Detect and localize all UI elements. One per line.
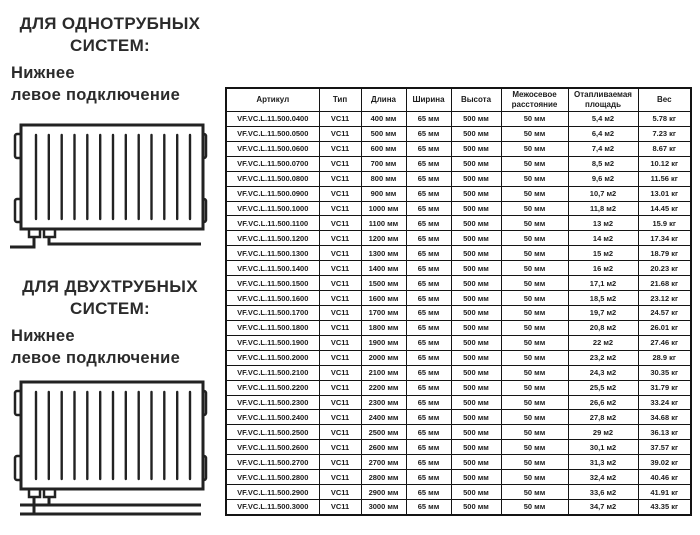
table-cell: 50 мм (501, 186, 568, 201)
table-cell: VC11 (319, 276, 361, 291)
table-cell: VC11 (319, 320, 361, 335)
heading-line: СИСТЕМ: (70, 36, 150, 56)
table-cell: 22 м2 (568, 335, 638, 350)
subheading-line: Нижнее (11, 64, 75, 82)
table-cell: VC11 (319, 231, 361, 246)
table-cell: VF.VC.L.11.500.1500 (226, 276, 319, 291)
table-row (226, 350, 691, 365)
table-cell: 400 мм (361, 112, 406, 127)
table-cell: 500 мм (451, 156, 501, 171)
table-cell: 500 мм (451, 231, 501, 246)
table-row (226, 320, 691, 335)
table-cell: 16 м2 (568, 261, 638, 276)
table-cell: VF.VC.L.11.500.1700 (226, 305, 319, 320)
table-cell: 26,6 м2 (568, 395, 638, 410)
col-header-width: Ширина (406, 88, 451, 112)
table-cell: VC11 (319, 455, 361, 470)
table-cell: 500 мм (451, 141, 501, 156)
table-cell: 65 мм (406, 365, 451, 380)
table-row (226, 126, 691, 141)
table-cell: VF.VC.L.11.500.0900 (226, 186, 319, 201)
table-cell: 65 мм (406, 246, 451, 261)
table-cell: 65 мм (406, 305, 451, 320)
table-cell: 500 мм (361, 126, 406, 141)
table-cell: 17.34 кг (638, 231, 691, 246)
table-row (226, 470, 691, 485)
heading-line: ДЛЯ ДВУХТРУБНЫХ (22, 277, 198, 296)
table-cell: 50 мм (501, 246, 568, 261)
radiator-spec-table (225, 87, 692, 516)
table-cell: 50 мм (501, 455, 568, 470)
table-cell: VF.VC.L.11.500.1100 (226, 216, 319, 231)
table-cell: 6,4 м2 (568, 126, 638, 141)
table-cell: 50 мм (501, 231, 568, 246)
table-cell: 30.35 кг (638, 365, 691, 380)
radiator-two-pipe-icon (8, 376, 213, 526)
table-cell: 500 мм (451, 335, 501, 350)
table-cell: VF.VC.L.11.500.3000 (226, 499, 319, 515)
table-row (226, 365, 691, 380)
table-cell: VC11 (319, 410, 361, 425)
subheading-line: Нижнее (11, 327, 75, 345)
table-cell: 11.56 кг (638, 171, 691, 186)
col-header-weight: Вес (638, 88, 691, 112)
table-cell: 65 мм (406, 141, 451, 156)
table-cell: 2700 мм (361, 455, 406, 470)
table-cell: 500 мм (451, 350, 501, 365)
table-cell: VC11 (319, 126, 361, 141)
table-row (226, 186, 691, 201)
table-cell: 14 м2 (568, 231, 638, 246)
table-cell: VC11 (319, 485, 361, 500)
table-cell: 20,8 м2 (568, 320, 638, 335)
table-cell: VF.VC.L.11.500.1800 (226, 320, 319, 335)
table-cell: 1600 мм (361, 291, 406, 306)
subheading-line: левое подключение (11, 348, 181, 367)
table-cell: 30,1 м2 (568, 440, 638, 455)
table-header-row (226, 88, 691, 112)
table-row (226, 216, 691, 231)
table-cell: 50 мм (501, 380, 568, 395)
table-cell: 50 мм (501, 470, 568, 485)
table-cell: VF.VC.L.11.500.2900 (226, 485, 319, 500)
table-cell: VC11 (319, 365, 361, 380)
table-row (226, 261, 691, 276)
table-row (226, 291, 691, 306)
table-cell: 65 мм (406, 350, 451, 365)
table-cell: 13 м2 (568, 216, 638, 231)
table-cell: 500 мм (451, 440, 501, 455)
table-cell: VF.VC.L.11.500.0600 (226, 141, 319, 156)
table-cell: 50 мм (501, 425, 568, 440)
table-cell: 50 мм (501, 320, 568, 335)
table-cell: 50 мм (501, 291, 568, 306)
table-cell: 500 мм (451, 410, 501, 425)
table-cell: 50 мм (501, 410, 568, 425)
col-header-axial-distance: Межосевое расстояние (501, 88, 568, 112)
table-cell: VC11 (319, 380, 361, 395)
table-cell: 500 мм (451, 201, 501, 216)
table-cell: 19,7 м2 (568, 305, 638, 320)
table-cell: VC11 (319, 305, 361, 320)
table-cell: 50 мм (501, 485, 568, 500)
table-row (226, 455, 691, 470)
table-cell: 65 мм (406, 470, 451, 485)
table-cell: 31,3 м2 (568, 455, 638, 470)
table-cell: 50 мм (501, 440, 568, 455)
table-cell: 27,8 м2 (568, 410, 638, 425)
table-cell: VF.VC.L.11.500.1600 (226, 291, 319, 306)
table-cell: 65 мм (406, 455, 451, 470)
table-cell: 50 мм (501, 499, 568, 515)
table-body (226, 112, 691, 516)
table-cell: 1700 мм (361, 305, 406, 320)
table-cell: 24.57 кг (638, 305, 691, 320)
table-cell: 65 мм (406, 335, 451, 350)
table-cell: 600 мм (361, 141, 406, 156)
table-cell: 10.12 кг (638, 156, 691, 171)
table-row (226, 485, 691, 500)
table-cell: VF.VC.L.11.500.0400 (226, 112, 319, 127)
table-cell: 1000 мм (361, 201, 406, 216)
table-row (226, 201, 691, 216)
table-cell: 41.91 кг (638, 485, 691, 500)
table-cell: 21.68 кг (638, 276, 691, 291)
heading-single-pipe-systems (6, 13, 214, 58)
col-header-type: Тип (319, 88, 361, 112)
table-cell: 65 мм (406, 126, 451, 141)
table-cell: 23.12 кг (638, 291, 691, 306)
table-cell: 29 м2 (568, 425, 638, 440)
table-cell: 65 мм (406, 231, 451, 246)
table-cell: VF.VC.L.11.500.2300 (226, 395, 319, 410)
table-cell: 8.67 кг (638, 141, 691, 156)
table-cell: 800 мм (361, 171, 406, 186)
table-cell: 39.02 кг (638, 455, 691, 470)
table-cell: 500 мм (451, 499, 501, 515)
table-cell: 3000 мм (361, 499, 406, 515)
table-cell: 27.46 кг (638, 335, 691, 350)
table-cell: 2100 мм (361, 365, 406, 380)
table-cell: 500 мм (451, 126, 501, 141)
table-cell: 10,7 м2 (568, 186, 638, 201)
table-row (226, 141, 691, 156)
table-cell: 2800 мм (361, 470, 406, 485)
table-row (226, 171, 691, 186)
table-cell: 50 мм (501, 276, 568, 291)
table-cell: 2200 мм (361, 380, 406, 395)
table-cell: 65 мм (406, 112, 451, 127)
table-cell: 500 мм (451, 186, 501, 201)
table-cell: 26.01 кг (638, 320, 691, 335)
heading-two-pipe-systems (6, 276, 214, 321)
table-cell: 37.57 кг (638, 440, 691, 455)
col-header-length: Длина (361, 88, 406, 112)
table-cell: 2400 мм (361, 410, 406, 425)
table-cell: 33.24 кг (638, 395, 691, 410)
table-cell: 65 мм (406, 171, 451, 186)
table-cell: 25,5 м2 (568, 380, 638, 395)
table-cell: 50 мм (501, 171, 568, 186)
subheading-bottom-left-connection-1 (11, 63, 215, 107)
table-cell: 9,6 м2 (568, 171, 638, 186)
table-cell: 2600 мм (361, 440, 406, 455)
table-cell: VC11 (319, 246, 361, 261)
heading-line: ДЛЯ ОДНОТРУБНЫХ (19, 14, 201, 33)
table-cell: 500 мм (451, 276, 501, 291)
table-cell: 65 мм (406, 395, 451, 410)
table-cell: 40.46 кг (638, 470, 691, 485)
table-cell: 1500 мм (361, 276, 406, 291)
table-cell: VF.VC.L.11.500.0700 (226, 156, 319, 171)
table-cell: 65 мм (406, 216, 451, 231)
table-cell: 32,4 м2 (568, 470, 638, 485)
table-cell: 24,3 м2 (568, 365, 638, 380)
table-cell: 14.45 кг (638, 201, 691, 216)
table-cell: VC11 (319, 425, 361, 440)
table-cell: 65 мм (406, 291, 451, 306)
table-cell: 36.13 кг (638, 425, 691, 440)
table-cell: 18.79 кг (638, 246, 691, 261)
table-cell: 500 мм (451, 305, 501, 320)
table-cell: VF.VC.L.11.500.2200 (226, 380, 319, 395)
table-row (226, 231, 691, 246)
table-cell: VC11 (319, 171, 361, 186)
table-cell: VF.VC.L.11.500.2000 (226, 350, 319, 365)
table-row (226, 410, 691, 425)
table-cell: 500 мм (451, 425, 501, 440)
table-cell: 50 мм (501, 395, 568, 410)
table-cell: VF.VC.L.11.500.0800 (226, 171, 319, 186)
table-row (226, 440, 691, 455)
table-cell: 65 мм (406, 261, 451, 276)
col-header-article: Артикул (226, 88, 319, 112)
table-cell: 50 мм (501, 305, 568, 320)
table-cell: 2000 мм (361, 350, 406, 365)
table-cell: 15.9 кг (638, 216, 691, 231)
table-cell: 50 мм (501, 350, 568, 365)
table-cell: 50 мм (501, 365, 568, 380)
table-cell: 65 мм (406, 201, 451, 216)
table-row (226, 276, 691, 291)
table-cell: VF.VC.L.11.500.2600 (226, 440, 319, 455)
table-cell: VC11 (319, 335, 361, 350)
table-row (226, 380, 691, 395)
table-cell: 50 мм (501, 141, 568, 156)
table-cell: 700 мм (361, 156, 406, 171)
table-cell: 7,4 м2 (568, 141, 638, 156)
col-header-height: Высота (451, 88, 501, 112)
table-cell: 7.23 кг (638, 126, 691, 141)
table-cell: 65 мм (406, 440, 451, 455)
table-row (226, 305, 691, 320)
table-cell: 1800 мм (361, 320, 406, 335)
subheading-line: левое подключение (11, 85, 181, 104)
table-cell: 50 мм (501, 126, 568, 141)
table-row (226, 499, 691, 515)
table-cell: 34,7 м2 (568, 499, 638, 515)
table-cell: 65 мм (406, 186, 451, 201)
table-cell: 50 мм (501, 216, 568, 231)
table-cell: 1400 мм (361, 261, 406, 276)
table-cell: 500 мм (451, 216, 501, 231)
table-cell: VF.VC.L.11.500.1000 (226, 201, 319, 216)
table-cell: 500 мм (451, 485, 501, 500)
table-cell: 500 мм (451, 320, 501, 335)
subheading-bottom-left-connection-2 (11, 326, 215, 370)
table-cell: VC11 (319, 440, 361, 455)
table-cell: VF.VC.L.11.500.2800 (226, 470, 319, 485)
table-cell: 17,1 м2 (568, 276, 638, 291)
table-cell: VC11 (319, 350, 361, 365)
table-cell: 65 мм (406, 380, 451, 395)
table-cell: 2300 мм (361, 395, 406, 410)
table-cell: 500 мм (451, 291, 501, 306)
table-cell: 20.23 кг (638, 261, 691, 276)
heading-line: СИСТЕМ: (70, 299, 150, 319)
table-cell: 50 мм (501, 156, 568, 171)
table-cell: 5,4 м2 (568, 112, 638, 127)
table-cell: 34.68 кг (638, 410, 691, 425)
table-cell: VC11 (319, 499, 361, 515)
table-cell: 500 мм (451, 246, 501, 261)
table-cell: 500 мм (451, 261, 501, 276)
table-row (226, 395, 691, 410)
table-row (226, 112, 691, 127)
table-cell: VC11 (319, 261, 361, 276)
table-cell: 500 мм (451, 455, 501, 470)
table-cell: 500 мм (451, 395, 501, 410)
table-cell: VF.VC.L.11.500.2400 (226, 410, 319, 425)
table-cell: 1200 мм (361, 231, 406, 246)
table-cell: VC11 (319, 156, 361, 171)
table-cell: 8,5 м2 (568, 156, 638, 171)
table-cell: 13.01 кг (638, 186, 691, 201)
table-cell: 2900 мм (361, 485, 406, 500)
table-cell: 1900 мм (361, 335, 406, 350)
table-cell: 18,5 м2 (568, 291, 638, 306)
table-cell: VF.VC.L.11.500.1300 (226, 246, 319, 261)
table-cell: 31.79 кг (638, 380, 691, 395)
table-cell: 500 мм (451, 112, 501, 127)
table-cell: 33,6 м2 (568, 485, 638, 500)
table-cell: 2500 мм (361, 425, 406, 440)
table-cell: 28.9 кг (638, 350, 691, 365)
table-cell: VC11 (319, 141, 361, 156)
table-cell: 500 мм (451, 171, 501, 186)
table-cell: VC11 (319, 291, 361, 306)
single-pipe-radiator-diagram (8, 114, 213, 254)
table-cell: 65 мм (406, 276, 451, 291)
table-cell: VC11 (319, 186, 361, 201)
table-cell: 50 мм (501, 112, 568, 127)
table-cell: VC11 (319, 201, 361, 216)
table-cell: 43.35 кг (638, 499, 691, 515)
table-cell: 500 мм (451, 380, 501, 395)
table-cell: 23,2 м2 (568, 350, 638, 365)
table-cell: 500 мм (451, 470, 501, 485)
table-cell: VF.VC.L.11.500.1200 (226, 231, 319, 246)
table-row (226, 156, 691, 171)
two-pipe-radiator-diagram (8, 376, 213, 526)
table-cell: 65 мм (406, 425, 451, 440)
table-cell: 65 мм (406, 499, 451, 515)
radiator-single-pipe-icon (8, 114, 213, 254)
table-cell: VF.VC.L.11.500.0500 (226, 126, 319, 141)
table-cell: 500 мм (451, 365, 501, 380)
table-row (226, 246, 691, 261)
table-cell: 900 мм (361, 186, 406, 201)
table-cell: VF.VC.L.11.500.1900 (226, 335, 319, 350)
table-cell: VC11 (319, 216, 361, 231)
table-row (226, 425, 691, 440)
table-cell: 50 мм (501, 201, 568, 216)
table-cell: VF.VC.L.11.500.2100 (226, 365, 319, 380)
table-cell: 65 мм (406, 410, 451, 425)
table-cell: VC11 (319, 395, 361, 410)
table-cell: 50 мм (501, 261, 568, 276)
table-cell: 1100 мм (361, 216, 406, 231)
table-cell: 11,8 м2 (568, 201, 638, 216)
table-row (226, 335, 691, 350)
table-cell: VF.VC.L.11.500.2700 (226, 455, 319, 470)
table-cell: 50 мм (501, 335, 568, 350)
table-cell: VF.VC.L.11.500.2500 (226, 425, 319, 440)
table-cell: VC11 (319, 112, 361, 127)
table-cell: 65 мм (406, 156, 451, 171)
table-cell: 1300 мм (361, 246, 406, 261)
table-cell: VF.VC.L.11.500.1400 (226, 261, 319, 276)
table-cell: 5.78 кг (638, 112, 691, 127)
table-cell: 65 мм (406, 320, 451, 335)
col-header-heated-area: Отапливаемая площадь (568, 88, 638, 112)
table-cell: VC11 (319, 470, 361, 485)
table-cell: 15 м2 (568, 246, 638, 261)
table-cell: 65 мм (406, 485, 451, 500)
